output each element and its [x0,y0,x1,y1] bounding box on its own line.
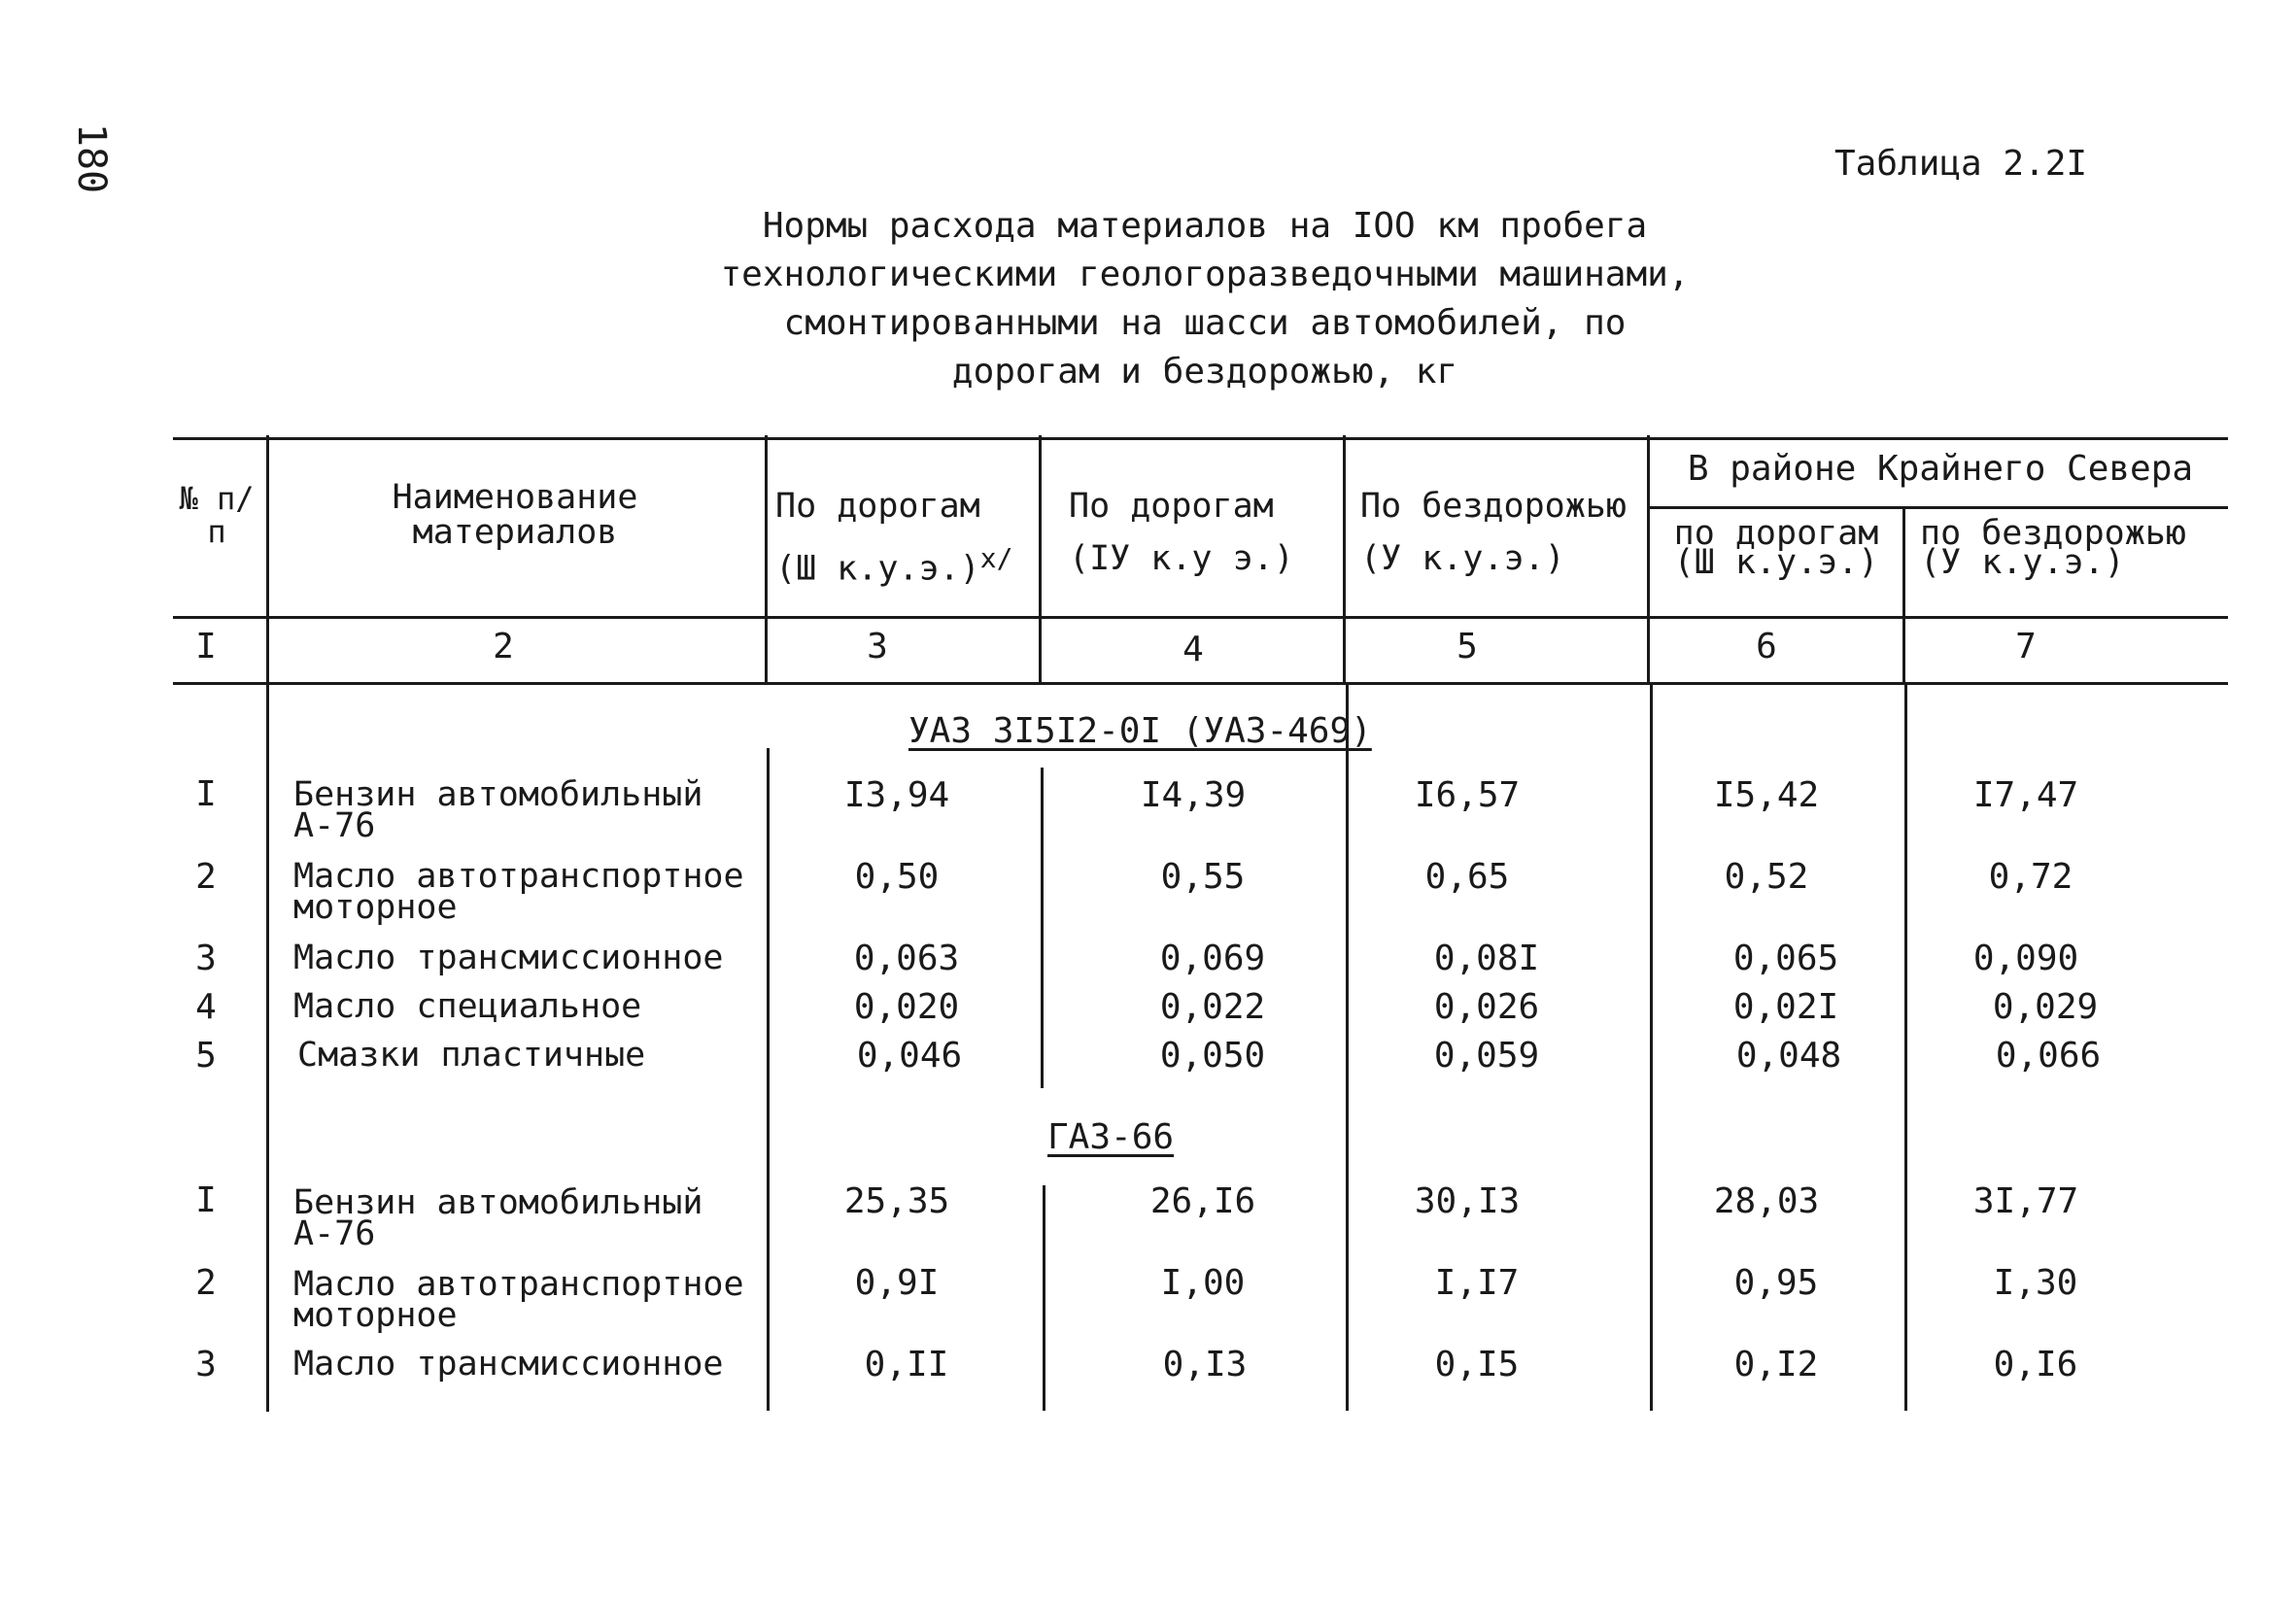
cell-col3: 0,046 [856,1036,963,1076]
row-name: Масло трансмиссионное [293,939,724,977]
rule-colnum-bottom [173,682,2228,685]
vrule-4-body [1346,685,1349,1411]
colnum-3: 3 [867,627,888,666]
cell-col5: I6,57 [1414,775,1521,815]
row-name: Смазки пластичные [297,1036,646,1075]
cell-col7: 3I,77 [1972,1181,2079,1221]
cell-col6: 0,02I [1732,987,1839,1027]
row-num: 4 [195,987,217,1027]
colnum-6: 6 [1756,627,1777,666]
cell-col7: 0,72 [1988,857,2073,897]
table-label: Таблица 2.2I [1834,144,2088,184]
cell-col7: 0,I6 [1993,1345,2078,1384]
colnum-5: 5 [1456,627,1478,666]
rule-header-bottom [173,616,2228,619]
vrule-5-body [1650,685,1653,1411]
vrule-5-top [1647,435,1650,685]
header-col4: По дорогам (IУ к.у э.) [1069,487,1294,578]
cell-col7: 0,066 [1995,1036,2102,1076]
cell-col4: 0,022 [1159,987,1266,1027]
cell-col7: 0,090 [1972,939,2079,978]
row-name: Масло автотранспортное моторное [293,1265,744,1335]
row-name: Масло трансмиссионное [293,1345,724,1384]
section-title: ГАЗ-66 [1047,1117,1175,1157]
cell-col6: 28,03 [1713,1181,1820,1221]
colnum-7: 7 [2015,627,2037,666]
rule-north-sub [1649,506,2228,509]
header-col7: по бездорожью (У к.у.э.) [1920,514,2186,582]
vrule-3-body-a [1041,768,1044,1088]
colnum-4: 4 [1182,630,1204,669]
cell-col3: 0,II [864,1345,949,1384]
cell-col7: I,30 [1993,1263,2078,1303]
header-col3-text: По дорогам (Ш к.у.э.) [775,487,980,589]
vrule-3-top [1039,435,1042,685]
colnum-1: I [195,627,217,666]
cell-col6: 0,065 [1732,939,1839,978]
header-col5: По бездорожью (У к.у.э.) [1360,487,1627,578]
header-col3-footnote: x/ [979,542,1013,574]
vrule-6-top [1902,506,1905,685]
cell-col6: 0,048 [1735,1036,1842,1076]
rule-top [173,437,2228,440]
cell-col5: 0,059 [1433,1036,1540,1076]
row-num: 3 [195,1345,217,1384]
header-north-group: В районе Крайнего Севера [1687,449,2194,489]
colnum-2: 2 [493,627,514,666]
cell-col5: I,I7 [1434,1263,1520,1303]
title-line: дорогам и бездорожью, кг [951,352,1458,392]
cell-col6: 0,I2 [1733,1345,1819,1384]
row-num: 3 [195,939,217,978]
cell-col3: 0,020 [853,987,960,1027]
cell-col6: 0,52 [1724,857,1809,897]
cell-col6: I5,42 [1713,775,1820,815]
row-name: Бензин автомобильный А-76 [293,775,703,845]
cell-col4: I,00 [1160,1263,1246,1303]
row-name: Бензин автомобильный А-76 [293,1183,703,1253]
cell-col5: 0,08I [1433,939,1540,978]
row-num: 2 [195,1263,217,1303]
row-name: Масло специальное [293,987,642,1026]
row-num: 2 [195,857,217,897]
cell-col4: 0,I3 [1162,1345,1248,1384]
row-num: 5 [195,1036,217,1076]
row-num: I [195,1180,217,1220]
cell-col5: 0,I5 [1434,1345,1520,1384]
cell-col4: I4,39 [1140,775,1247,815]
section-title: УАЗ 3I5I2-0I (УАЗ-469) [908,711,1372,751]
header-name: Наименование материалов [392,478,638,552]
cell-col3: 25,35 [843,1181,950,1221]
vrule-4-top [1343,435,1346,685]
table-title [680,202,1730,396]
vrule-2-top [765,435,768,685]
vrule-6-body [1904,685,1907,1411]
header-col6: по дорогам (Ш к.у.э.) [1673,514,1879,582]
row-num: I [195,774,217,814]
title-line: Нормы расхода материалов на IOO км пробега [762,206,1648,246]
cell-col7: I7,47 [1972,775,2079,815]
header-num: № п/п [179,480,255,550]
cell-col4: 26,I6 [1149,1181,1256,1221]
cell-col5: 0,026 [1433,987,1540,1027]
cell-col4: 0,55 [1160,857,1246,897]
cell-col7: 0,029 [1992,987,2099,1027]
cell-col3: 0,063 [853,939,960,978]
vrule-2-body [767,748,770,1411]
cell-col3: 0,50 [854,857,940,897]
title-line: смонтированными на шасси автомобилей, по [783,303,1627,343]
vrule-3-body-b [1043,1185,1045,1411]
cell-col5: 30,I3 [1414,1181,1521,1221]
cell-col4: 0,069 [1159,939,1266,978]
title-line: технологическими геологоразведочными машинами, [720,255,1690,294]
header-col3 [775,480,1018,596]
cell-col4: 0,050 [1159,1036,1266,1076]
cell-col6: 0,95 [1733,1263,1819,1303]
page-number: 180 [69,122,115,194]
row-name: Масло автотранспортное моторное [293,857,744,927]
cell-col3: I3,94 [843,775,950,815]
cell-col3: 0,9I [854,1263,940,1303]
cell-col5: 0,65 [1424,857,1510,897]
